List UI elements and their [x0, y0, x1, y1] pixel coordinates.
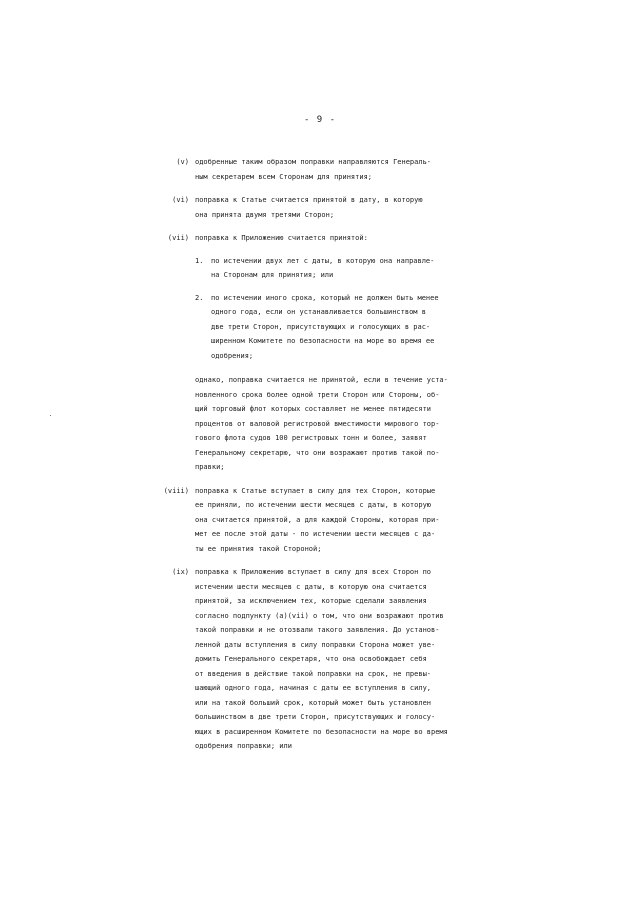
text-line: такой поправки и не отозвали такого заявления. До установ- — [195, 626, 440, 634]
text-line: одобренные таким образом поправки направляются Генераль- — [195, 158, 432, 166]
text-line: поправка к Статье вступает в силу для тех Сторон, которые — [195, 486, 436, 495]
text-line: домить Генерального секретаря, что она освобождает себя — [195, 655, 427, 663]
text-line: она принята двумя третями Сторон; — [195, 210, 335, 219]
text-line: поправка к Приложению вступает в силу для всех Сторон по — [195, 568, 432, 576]
text-line: ширенном Комитете по безопасности на море во время ее — [211, 337, 435, 345]
text-line: шающий одного года, начиная с даты ее вступления в силу, — [195, 684, 432, 692]
text-line: щий торговый флот которых составляет не менее пятидесяти — [195, 405, 432, 413]
text-line: процентов от валовой регистровой вместимости мирового тор- — [195, 419, 440, 428]
text-line: одобрения поправки; или — [195, 742, 292, 750]
text-line: по истечении иного срока, который не должен быть менее — [211, 293, 439, 302]
sub-clause — [195, 291, 478, 364]
text-line: ленной даты вступления в силу поправки Сторона может уве- — [195, 640, 436, 649]
clause-item — [160, 231, 478, 475]
clause-marker: (viii) — [163, 486, 189, 495]
clause-item — [160, 484, 478, 557]
text-line: поправка к Статье считается принятой в дату, в которую — [195, 196, 423, 204]
text-line: согласно подпункту (a)(vii) о том, что они возражают против — [195, 611, 444, 620]
text-line: по истечении двух лет с даты, в которую она направле- — [211, 256, 435, 265]
clause-item — [160, 565, 478, 754]
text-line: одобрения; — [211, 351, 254, 360]
text-line: она считается принятой, а для каждой Стороны, которая при- — [195, 515, 440, 524]
clause-item — [160, 155, 478, 184]
document-body — [160, 155, 478, 754]
clause-marker: (vi) — [172, 196, 189, 204]
text-line: одного года, если он устанавливается большинством в — [211, 308, 426, 316]
text-line: поправка к Приложению считается принятой: — [195, 234, 368, 242]
text-line: на Сторонам для принятия; или — [211, 271, 334, 279]
text-line: ным секретарем всем Сторонам для принятия; — [195, 172, 373, 181]
text-line: ты ее принятия такой Стороной; — [195, 544, 322, 553]
text-line: ее приняли, по истечении шести месяцев с даты, в которую — [195, 501, 432, 509]
text-line: от введения в действие такой поправки на срок, не превы- — [195, 669, 432, 678]
text-line: большинством в две трети Сторон, присутствующих и голосу- — [195, 713, 436, 721]
clause-marker: (ix) — [172, 568, 189, 576]
page-number: - 9 - — [303, 115, 337, 125]
clause-marker: (vii) — [167, 234, 189, 242]
sub-clause — [195, 254, 478, 283]
text-line: правки; — [195, 463, 225, 471]
text-line: однако, поправка считается не принятой, если в течение уста- — [195, 376, 448, 384]
text-line: две трети Сторон, присутствующих и голосующих в рас- — [211, 322, 431, 331]
sub-clause-marker: 1. — [195, 256, 204, 265]
scan-speck — [50, 415, 51, 416]
clause-item — [160, 193, 478, 222]
clause-marker: (v) — [176, 158, 189, 166]
text-line: мет ее после этой даты - по истечении шести месяцев с да- — [195, 530, 436, 538]
text-line: Генеральному секретарю, что они возражают против такой по- — [195, 448, 440, 457]
text-line: принятой, за исключением тех, которые сделали заявления — [195, 597, 427, 605]
text-line: ющих в расширенном Комитете по безопасности на море во время — [195, 727, 448, 736]
text-line: истечении шести месяцев с даты, в которую она считается — [195, 582, 427, 591]
sub-clause-marker: 2. — [195, 293, 204, 302]
text-line: или на такой больший срок, который может быть установлен — [195, 698, 432, 707]
clause-continuation — [195, 373, 478, 475]
text-line: гового флота судов 100 регистровых тонн и более, заявят — [195, 434, 427, 442]
text-line: новленного срока более одной трети Сторон или Стороны, об- — [195, 390, 440, 399]
